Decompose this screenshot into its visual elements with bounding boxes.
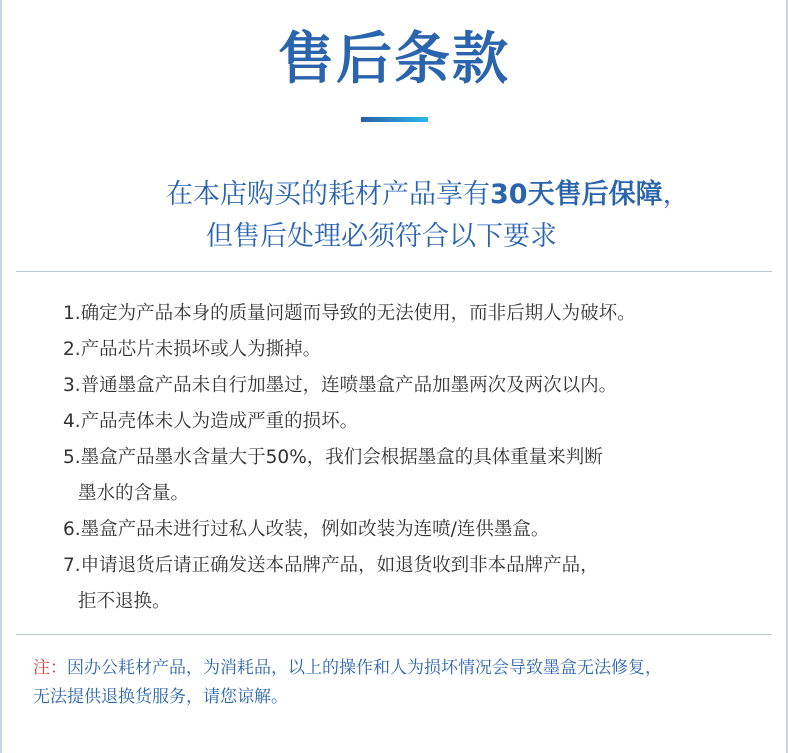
term-text: 7.申请退货后请正确发送本品牌产品，如退货收到非本品牌产品， (63, 555, 599, 576)
top-divider (16, 271, 772, 272)
term-text: 1.确定为产品本身的质量问题而导致的无法使用，而非后期人为破坏。 (63, 303, 636, 324)
note-line-2: 无法提供退换货服务，请您谅解。 (33, 687, 288, 707)
subtitle-suffix: ， (662, 179, 690, 210)
note-line-1 (33, 654, 773, 683)
term-item (63, 332, 743, 368)
subtitle-prefix: 在本店购买的耗材产品享有 (166, 179, 490, 210)
bottom-divider (16, 634, 772, 635)
note-text-1: 因办公耗材产品，为消耗品，以上的操作和人为损坏情况会导致墨盒无法修复， (67, 658, 662, 678)
term-text: 4.产品壳体未人为造成严重的损坏。 (63, 411, 359, 432)
term-item (63, 512, 743, 548)
note-label: 注： (33, 658, 67, 678)
note-block (33, 654, 773, 712)
title-underline (361, 117, 428, 122)
subtitle-emphasis: 30天售后保障 (490, 179, 663, 210)
term-item (63, 404, 743, 440)
term-item (63, 296, 743, 332)
term-item (63, 548, 743, 620)
term-continuation: 拒不退换。 (78, 591, 171, 612)
subtitle-line-1 (46, 177, 746, 213)
term-text: 6.墨盒产品未进行过私人改装，例如改装为连喷/连供墨盒。 (63, 519, 550, 540)
term-item (63, 368, 743, 404)
page-title: 售后条款 (278, 27, 510, 92)
term-text: 5.墨盒产品墨水含量大于50%，我们会根据墨盒的具体重量来判断 (63, 447, 603, 468)
term-text: 3.普通墨盒产品未自行加墨过，连喷墨盒产品加墨两次及两次以内。 (63, 375, 618, 396)
subtitle-line-2: 但售后处理必须符合以下要求 (206, 221, 557, 252)
terms-list (63, 296, 743, 620)
term-continuation: 墨水的含量。 (78, 483, 190, 504)
term-text: 2.产品芯片未损坏或人为撕掉。 (63, 339, 322, 360)
term-item (63, 440, 743, 512)
